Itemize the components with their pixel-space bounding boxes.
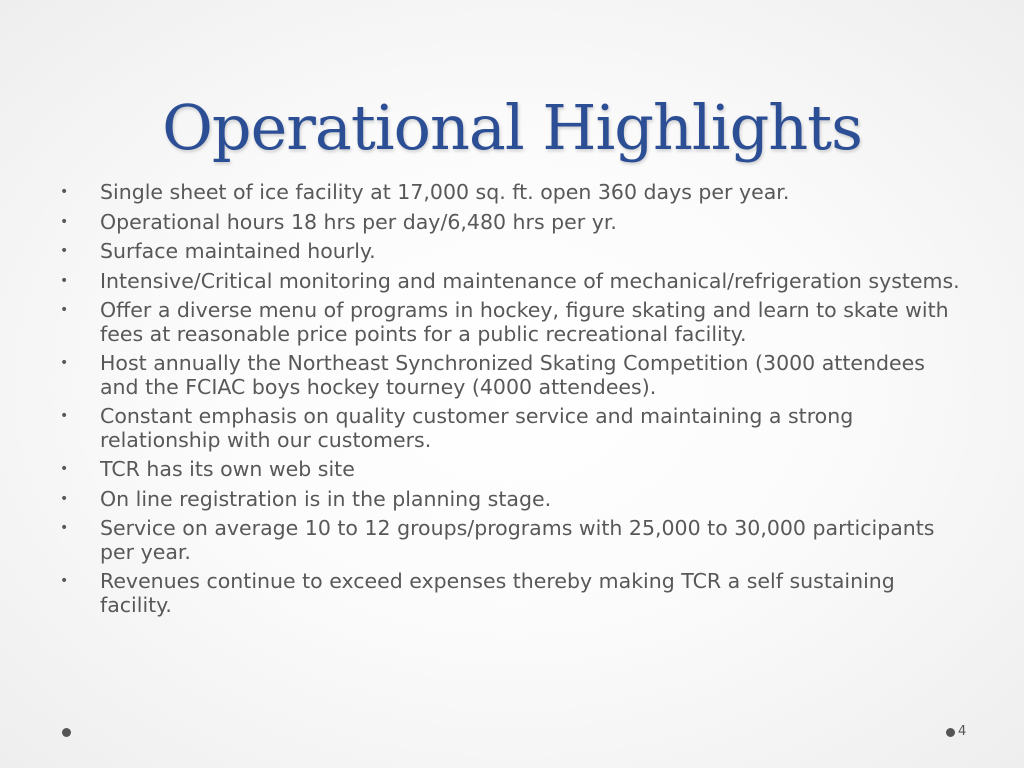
bullet-text: Operational hours 18 hrs per day/6,480 hrs per yr. (100, 209, 617, 234)
bullet-text: TCR has its own web site (100, 457, 355, 481)
bullet-text: Host annually the Northeast Synchronized Skating Competition (3000 attendees and the FCIAC boys hockey tourney (4000 attendees). (100, 351, 925, 399)
bullet-item (60, 240, 965, 264)
bullet-marker: • (60, 573, 69, 589)
bullet-marker: • (60, 302, 69, 318)
bullet-item (60, 181, 965, 205)
bullet-marker: • (60, 184, 69, 200)
bullet-text: Offer a diverse menu of programs in hockey, figure skating and learn to skate with fees at reasonable price points for a public recreational facility. (100, 298, 949, 346)
bullet-marker: • (60, 355, 69, 371)
bullet-text: Service on average 10 to 12 groups/programs with 25,000 to 30,000 participants per year. (100, 516, 935, 564)
decorative-dot-right (946, 728, 955, 737)
bullet-item (60, 352, 965, 399)
bullet-text: Surface maintained hourly. (100, 239, 376, 263)
bullet-text: On line registration is in the planning stage. (100, 486, 552, 511)
bullet-item (60, 270, 965, 294)
bullet-item (60, 517, 965, 564)
page-number: 4 (958, 724, 967, 739)
bullet-item (60, 405, 965, 452)
bullet-marker: • (60, 272, 69, 289)
bullet-marker: • (60, 213, 69, 230)
bullet-marker: • (60, 490, 69, 507)
bullet-marker: • (60, 461, 69, 477)
bullet-item (60, 458, 965, 482)
bullet-item (60, 488, 965, 512)
slide-title: Operational Highlights (162, 91, 862, 164)
bullet-text: Constant emphasis on quality customer service and maintaining a strong relationship with our customers. (100, 404, 854, 452)
bullet-marker: • (60, 243, 69, 259)
bullet-text: Revenues continue to exceed expenses thereby making TCR a self sustaining facility. (100, 569, 895, 617)
bullet-list (60, 181, 965, 623)
bullet-marker: • (60, 408, 69, 424)
bullet-text: Intensive/Critical monitoring and maintenance of mechanical/refrigeration systems. (100, 268, 960, 293)
bullet-text: Single sheet of ice facility at 17,000 sq. ft. open 360 days per year. (100, 180, 790, 204)
bullet-item (60, 299, 965, 346)
bullet-marker: • (60, 520, 69, 536)
bullet-item (60, 211, 965, 235)
decorative-dot-left (62, 728, 71, 737)
bullet-item (60, 570, 965, 617)
